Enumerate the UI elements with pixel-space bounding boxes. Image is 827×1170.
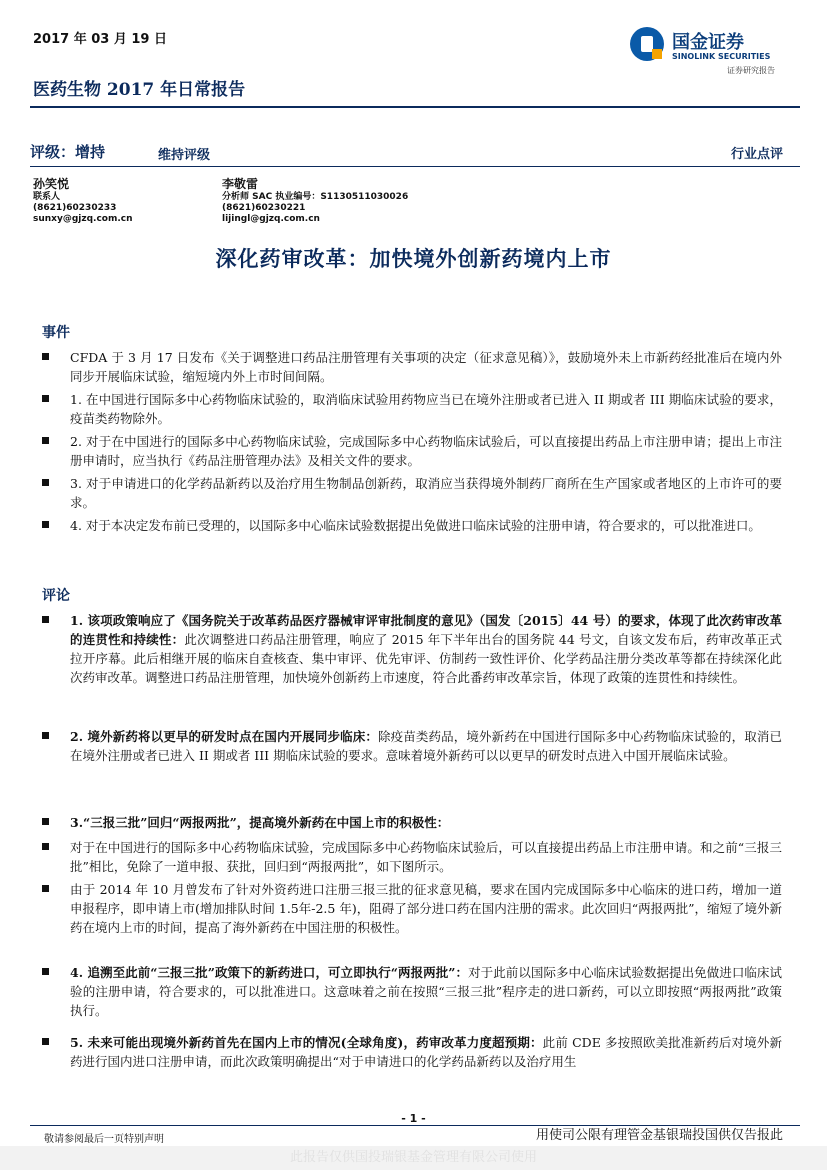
bullet-icon — [42, 353, 49, 360]
divider — [30, 106, 800, 108]
analyst-phone: (8621)60230221 — [222, 203, 306, 213]
list-item: 4. 对于本决定发布前已受理的，以国际多中心临床试验数据提出免做进口临床试验的注册申请，符合要求的，可以批准进口。 — [42, 516, 782, 535]
list-item: 2. 境外新药将以更早的研发时点在国内开展同步临床：除疫苗类药品，境外新药在中国进行国际多中心药物临床试验的，取消已在境外注册或者已进入 II 期或者 III 期临床试验的要求。意味着境外新药可以以更早的研发时点进入中国开展临床试验。 — [42, 727, 782, 765]
list-item: 对于在中国进行的国际多中心药物临床试验，完成国际多中心药物临床试验后，可以直接提出药品上市注册申请。和之前“三报三批”相比，免除了一道申报、获批，回归到“两报两批”，如下图所示。 — [42, 838, 782, 876]
logo-cn-text: 国金证券 — [672, 32, 744, 53]
analyst-email[interactable]: sunxy@gjzq.com.cn — [33, 214, 133, 224]
list-item: 3. 对于申请进口的化学药品新药以及治疗用生物制品创新药，取消应当获得境外制药厂商所在生产国家或者地区的上市许可的要求。 — [42, 474, 782, 512]
bullet-icon — [42, 1038, 49, 1045]
analyst-phone: (8621)60230233 — [33, 203, 117, 213]
report-date: 2017 年 03 月 19 日 — [33, 32, 167, 47]
analyst-role: 分析师 SAC 执业编号：S1130511030026 — [222, 192, 409, 202]
bullet-icon — [42, 616, 49, 623]
report-series-title: 医药生物 2017 年日常报告 — [33, 80, 246, 100]
bullet-icon — [42, 843, 49, 850]
logo-subtitle: 证券研究报告 — [727, 66, 775, 75]
rating-label: 评级：增持 — [30, 143, 106, 161]
list-item: 3.“三报三批”回归“两报两批”，提高境外新药在中国上市的积极性： — [42, 813, 782, 832]
footer-disclaimer: 敬请参阅最后一页特别声明 — [44, 1134, 164, 1145]
list-item: 由于 2014 年 10 月曾发布了针对外资药进口注册三报三批的征求意见稿，要求在国内完成国际多中心临床的进口药，增加一道申报程序，即申请上市(增加排队时间 1.5年-2.5 年)，阻碍了部分进口药在国内注册的需求。此次回归“两报两批”，缩短了境外新药在境内上市的时间，提高了海外新药在中国注册的积极性。 — [42, 880, 782, 937]
analyst-block — [33, 176, 133, 225]
events-heading: 事件 — [42, 325, 70, 341]
bullet-icon — [42, 732, 49, 739]
bullet-icon — [42, 437, 49, 444]
analyst-name: 李敬雷 — [222, 177, 259, 191]
report-type: 行业点评 — [730, 147, 783, 162]
bullet-icon — [42, 968, 49, 975]
divider — [30, 166, 800, 167]
page-title: 深化药审改革：加快境外创新药境内上市 — [215, 246, 612, 271]
analyst-role: 联系人 — [33, 192, 61, 202]
logo-en-text: SINOLINK SECURITIES — [672, 52, 771, 61]
bullet-icon — [42, 479, 49, 486]
list-item: 2. 对于在中国进行的国际多中心药物临床试验，完成国际多中心药物临床试验后，可以直接提出药品上市注册申请；提出上市注册申请时，应当执行《药品注册管理办法》及相关文件的要求。 — [42, 432, 782, 470]
rating-maintain: 维持评级 — [158, 148, 211, 163]
analyst-email[interactable]: lijingl@gjzq.com.cn — [222, 214, 320, 224]
bullet-icon — [42, 818, 49, 825]
watermark: 此报告仅供国投瑞银基金管理有限公司使用 — [0, 1146, 827, 1170]
sinolink-logo — [630, 25, 790, 77]
footer-usage-note: 用使司公限有理管金基银瑞投国供仅告报此 — [535, 1128, 783, 1143]
page-number: - 1 - — [401, 1112, 426, 1125]
analyst-block — [222, 176, 408, 225]
list-item: 1. 该项政策响应了《国务院关于改革药品医疗器械审评审批制度的意见》（国发〔2015〕44 号）的要求，体现了此次药审改革的连贯性和持续性：此次调整进口药品注册管理，响应了 2015 年下半年出台的国务院 44 号文，自该文发布后，药审改革正式拉开序幕。此后相继开展的临床自查核查、集中审评、优先审评、仿制药一致性评价、化学药品注册分类改革等都在持续深化此次药审改革。调整进口药品注册管理，加快境外创新药上市速度，符合此番药审改革宗旨，体现了政策的连贯性和持续性。 — [42, 611, 782, 687]
bullet-icon — [42, 395, 49, 402]
list-item: 5. 未来可能出现境外新药首先在国内上市的情况(全球角度)，药审改革力度超预期：此前 CDE 多按照欧美批准新药后对境外新药进行国内进口注册申请，而此次政策明确提出“对于申请进口的化学药品新药以及治疗用生 — [42, 1033, 782, 1071]
bullet-icon — [42, 521, 49, 528]
comments-heading: 评论 — [42, 588, 70, 604]
bullet-icon — [42, 885, 49, 892]
list-item: 4. 追溯至此前“三报三批”政策下的新药进口，可立即执行“两报两批”：对于此前以国际多中心临床试验数据提出免做进口临床试验的注册申请，符合要求的，可以批准进口。这意味着之前在按照“三报三批”程序走的进口新药，可以立即按照“两报两批”政策执行。 — [42, 963, 782, 1020]
list-item: CFDA 于 3 月 17 日发布《关于调整进口药品注册管理有关事项的决定（征求意见稿）》，鼓励境外未上市新药经批准后在境内外同步开展临床试验，缩短境内外上市时间间隔。 — [42, 348, 782, 386]
analyst-name: 孙笑悦 — [33, 177, 70, 191]
list-item: 1. 在中国进行国际多中心药物临床试验的，取消临床试验用药物应当已在境外注册或者已进入 II 期或者 III 期临床试验的要求，疫苗类药物除外。 — [42, 390, 782, 428]
